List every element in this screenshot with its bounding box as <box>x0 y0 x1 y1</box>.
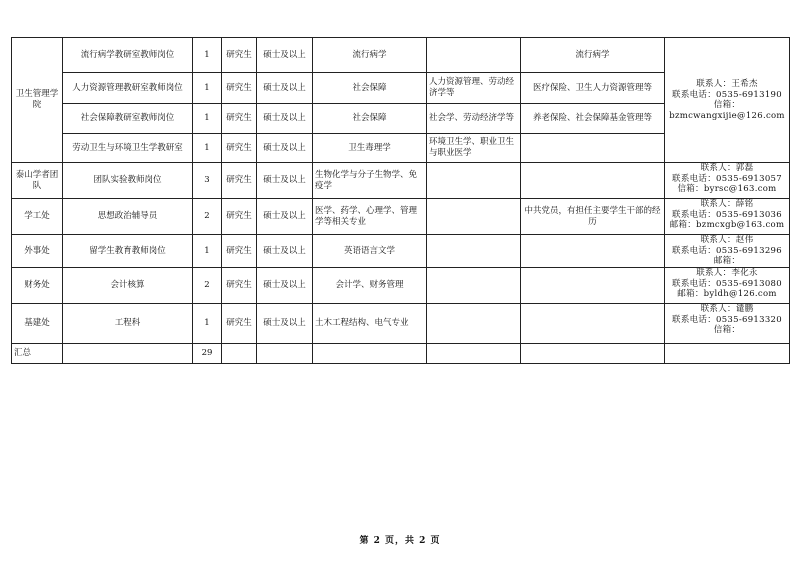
count-cell: 1 <box>193 73 222 104</box>
unit-cell: 外事处 <box>12 235 63 268</box>
contact-line: 联系人：薛铭 <box>700 199 754 209</box>
education-cell: 研究生 <box>222 104 257 134</box>
table-row <box>12 304 790 344</box>
count-cell: 3 <box>193 163 222 199</box>
education-cell: 研究生 <box>222 163 257 199</box>
requirement-cell <box>521 235 665 268</box>
unit-cell: 卫生管理学院 <box>12 38 63 163</box>
count-cell: 1 <box>193 134 222 163</box>
table-row <box>12 235 790 268</box>
degree-cell: 硕士及以上 <box>257 235 313 268</box>
empty-cell <box>313 344 427 364</box>
major-cell: 社会保障 <box>313 104 427 134</box>
post-cell: 团队实验教师岗位 <box>63 163 193 199</box>
unit-cell: 财务处 <box>12 268 63 304</box>
education-cell: 研究生 <box>222 134 257 163</box>
contact-line: 联系电话：0535-6913320 <box>672 314 782 325</box>
contact-line: 联系电话：0535-6913036 <box>672 209 782 220</box>
post-cell: 人力资源管理教研室教师岗位 <box>63 73 193 104</box>
empty-cell <box>257 344 313 364</box>
education-cell: 研究生 <box>222 38 257 73</box>
major2-cell: 人力资源管理、劳动经济学等 <box>427 73 521 104</box>
major-cell: 英语语言文学 <box>313 235 427 268</box>
major-cell: 医学、药学、心理学、管理学等相关专业 <box>313 199 427 235</box>
major2-cell <box>427 268 521 304</box>
contact-line: bzmcwangxijie@126.com <box>669 110 785 121</box>
empty-cell <box>427 344 521 364</box>
degree-cell: 硕士及以上 <box>257 38 313 73</box>
empty-cell <box>63 344 193 364</box>
major-cell: 卫生毒理学 <box>313 134 427 163</box>
table-row <box>12 38 790 73</box>
contact-line: 联系人：李化永 <box>696 268 758 278</box>
requirement-cell <box>521 163 665 199</box>
degree-cell: 硕士及以上 <box>257 163 313 199</box>
contact-cell <box>665 268 790 304</box>
post-cell: 思想政治辅导员 <box>63 199 193 235</box>
major-cell: 流行病学 <box>313 38 427 73</box>
major-cell: 社会保障 <box>313 73 427 104</box>
contact-line: 联系电话：0535-6913080 <box>672 278 782 289</box>
table-row <box>12 268 790 304</box>
requirement-cell: 养老保险、社会保障基金管理等 <box>521 104 665 134</box>
unit-cell: 学工处 <box>12 199 63 235</box>
count-cell: 1 <box>193 38 222 73</box>
major-cell: 生物化学与分子生物学、免疫学 <box>313 163 427 199</box>
post-cell: 流行病学教研室教师岗位 <box>63 38 193 73</box>
requirement-cell <box>521 268 665 304</box>
unit-cell: 泰山学者团队 <box>12 163 63 199</box>
major2-cell <box>427 304 521 344</box>
degree-cell: 硕士及以上 <box>257 104 313 134</box>
post-cell: 工程科 <box>63 304 193 344</box>
contact-line: 邮箱： <box>713 256 741 266</box>
education-cell: 研究生 <box>222 235 257 268</box>
count-cell: 1 <box>193 304 222 344</box>
contact-cell <box>665 235 790 268</box>
contact-cell <box>665 304 790 344</box>
count-cell: 1 <box>193 104 222 134</box>
post-cell: 社会保障教研室教师岗位 <box>63 104 193 134</box>
unit-cell: 基建处 <box>12 304 63 344</box>
degree-cell: 硕士及以上 <box>257 268 313 304</box>
contact-line: 联系电话：0535-6913296 <box>672 245 782 256</box>
major-cell: 会计学、财务管理 <box>313 268 427 304</box>
contact-line: 联系人：赵伟 <box>700 235 754 245</box>
table-row <box>12 163 790 199</box>
contact-line: 联系人：郭磊 <box>700 163 754 173</box>
post-cell: 劳动卫生与环境卫生学教研室 <box>63 134 193 163</box>
requirement-cell: 医疗保险、卫生人力资源管理等 <box>521 73 665 104</box>
education-cell: 研究生 <box>222 199 257 235</box>
contact-line: 信箱：byrsc@163.com <box>677 184 777 194</box>
education-cell: 研究生 <box>222 73 257 104</box>
major2-cell <box>427 199 521 235</box>
count-cell: 1 <box>193 235 222 268</box>
count-cell: 2 <box>193 199 222 235</box>
major2-cell <box>427 235 521 268</box>
count-cell: 2 <box>193 268 222 304</box>
contact-line: 信箱： <box>713 325 741 335</box>
contact-cell <box>665 38 790 163</box>
empty-cell <box>222 344 257 364</box>
contact-cell <box>665 199 790 235</box>
table-row <box>12 199 790 235</box>
post-cell: 会计核算 <box>63 268 193 304</box>
recruitment-table <box>11 37 790 364</box>
contact-line: 邮箱：bzmcxgb@163.com <box>669 220 785 230</box>
requirement-cell: 流行病学 <box>521 38 665 73</box>
education-cell: 研究生 <box>222 304 257 344</box>
degree-cell: 硕士及以上 <box>257 199 313 235</box>
page-footer: 第 2 页，共 2 页 <box>359 536 441 546</box>
contact-line: 邮箱：byldh@126.com <box>677 289 777 299</box>
education-cell: 研究生 <box>222 268 257 304</box>
requirement-cell <box>521 304 665 344</box>
major2-cell: 环境卫生学、职业卫生与职业医学 <box>427 134 521 163</box>
major2-cell <box>427 163 521 199</box>
degree-cell: 硕士及以上 <box>257 73 313 104</box>
total-label: 汇总 <box>12 344 63 364</box>
major2-cell <box>427 38 521 73</box>
post-cell: 留学生教育教师岗位 <box>63 235 193 268</box>
requirement-cell <box>521 134 665 163</box>
total-value: 29 <box>193 344 222 364</box>
major2-cell: 社会学、劳动经济学等 <box>427 104 521 134</box>
degree-cell: 硕士及以上 <box>257 304 313 344</box>
contact-line: 联系电话：0535-6913057 <box>672 173 782 184</box>
contact-line: 信箱： <box>713 100 741 110</box>
contact-line: 联系人：谴鹏 <box>700 304 754 314</box>
total-row <box>12 344 790 364</box>
contact-line: 联系人：王希杰 <box>696 79 758 89</box>
requirement-cell: 中共党员，有担任主要学生干部的经历 <box>521 199 665 235</box>
contact-cell <box>665 163 790 199</box>
major-cell: 土木工程结构、电气专业 <box>313 304 427 344</box>
empty-cell <box>521 344 665 364</box>
contact-line: 联系电话：0535-6913190 <box>672 89 782 100</box>
degree-cell: 硕士及以上 <box>257 134 313 163</box>
empty-cell <box>665 344 790 364</box>
